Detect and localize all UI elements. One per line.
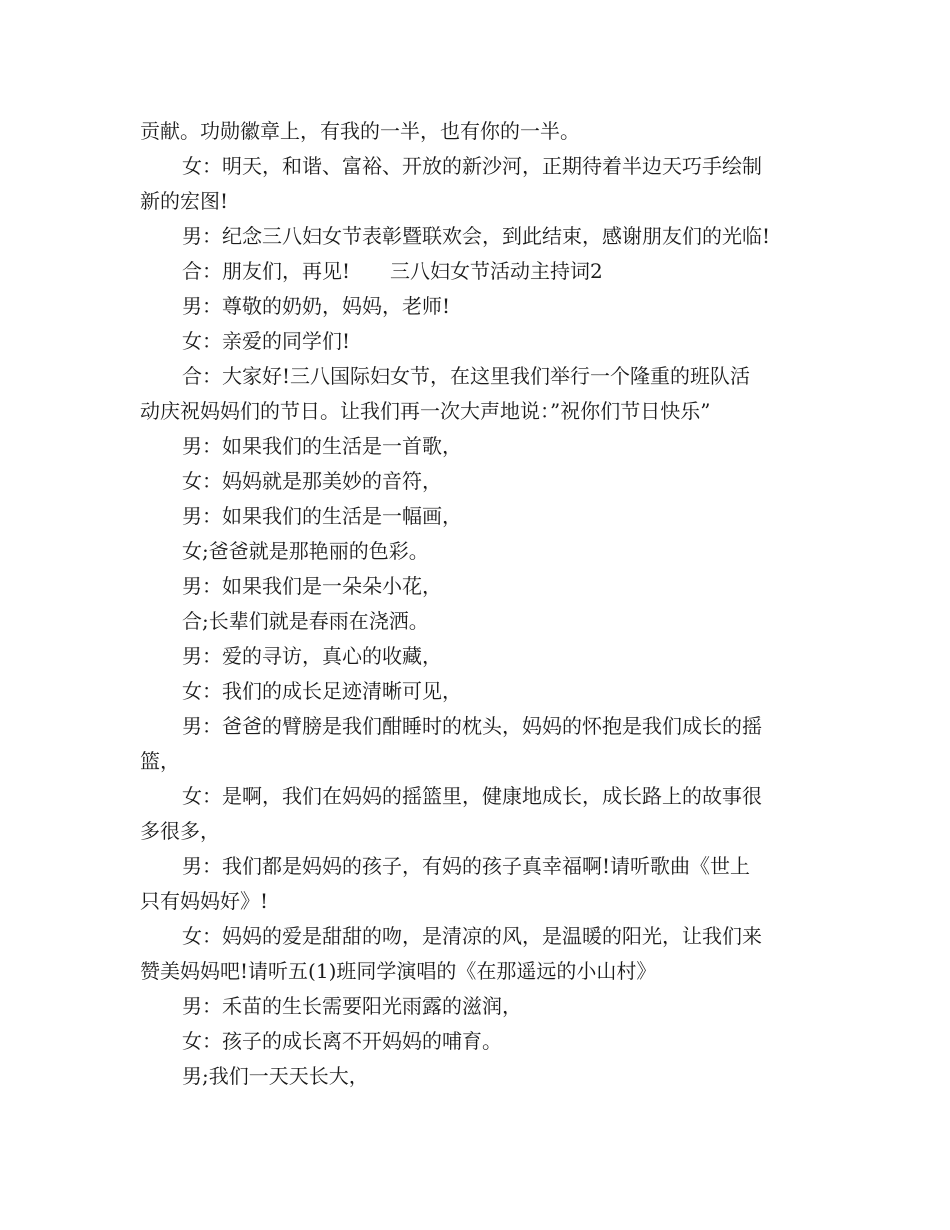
text-line: 男：如果我们的生活是一首歌，: [182, 434, 462, 458]
text-line: 合;长辈们就是春雨在浇洒。: [182, 609, 429, 633]
text-line: 男：如果我们是一朵朵小花，: [182, 574, 442, 598]
text-line: 动庆祝妈妈们的节日。让我们再一次大声地说：”祝你们节日快乐”: [140, 399, 711, 423]
text-line: 女：妈妈的爱是甜甜的吻，是清凉的风，是温暖的阳光，让我们来: [182, 924, 762, 948]
text-line: 赞美妈妈吧!请听五(1)班同学演唱的《在那遥远的小山村》: [140, 959, 657, 983]
text-line: 贡献。功勋徽章上，有我的一半，也有你的一半。: [140, 119, 580, 143]
text-line: 女：明天，和谐、富裕、开放的新沙河，正期待着半边天巧手绘制: [182, 154, 762, 178]
text-line: 男：我们都是妈妈的孩子，有妈的孩子真幸福啊!请听歌曲《世上: [182, 854, 751, 878]
text-line: 女：是啊，我们在妈妈的摇篮里，健康地成长，成长路上的故事很: [182, 784, 762, 808]
text-line: 多很多，: [140, 819, 220, 843]
text-line: 只有妈妈好》!: [140, 889, 269, 913]
text-line: 女：妈妈就是那美妙的音符，: [182, 469, 442, 493]
text-line: 男：爱的寻访，真心的收藏，: [182, 644, 442, 668]
text-line: 女：亲爱的同学们!: [182, 329, 351, 353]
document-body: [140, 114, 812, 1094]
text-line: 男：尊敬的奶奶，妈妈，老师!: [182, 294, 451, 318]
text-line: 男：纪念三八妇女节表彰暨联欢会，到此结束，感谢朋友们的光临!: [182, 224, 771, 248]
text-line: 女;爸爸就是那艳丽的色彩。: [182, 539, 429, 563]
text-line: 篮，: [140, 749, 180, 773]
text-line: 新的宏图!: [140, 189, 229, 213]
text-line: 女：我们的成长足迹清晰可见，: [182, 679, 462, 703]
text-line: 合：朋友们，再见! 三八妇女节活动主持词2: [182, 259, 603, 283]
text-line: 男：爸爸的臂膀是我们酣睡时的枕头，妈妈的怀抱是我们成长的摇: [182, 714, 762, 738]
text-line: 女：孩子的成长离不开妈妈的哺育。: [182, 1029, 502, 1053]
text-line: 男：如果我们的生活是一幅画，: [182, 504, 462, 528]
text-line: 男：禾苗的生长需要阳光雨露的滋润，: [182, 994, 522, 1018]
text-line: 男;我们一天天长大，: [182, 1064, 369, 1088]
text-line: 合：大家好!三八国际妇女节，在这里我们举行一个隆重的班队活: [182, 364, 751, 388]
